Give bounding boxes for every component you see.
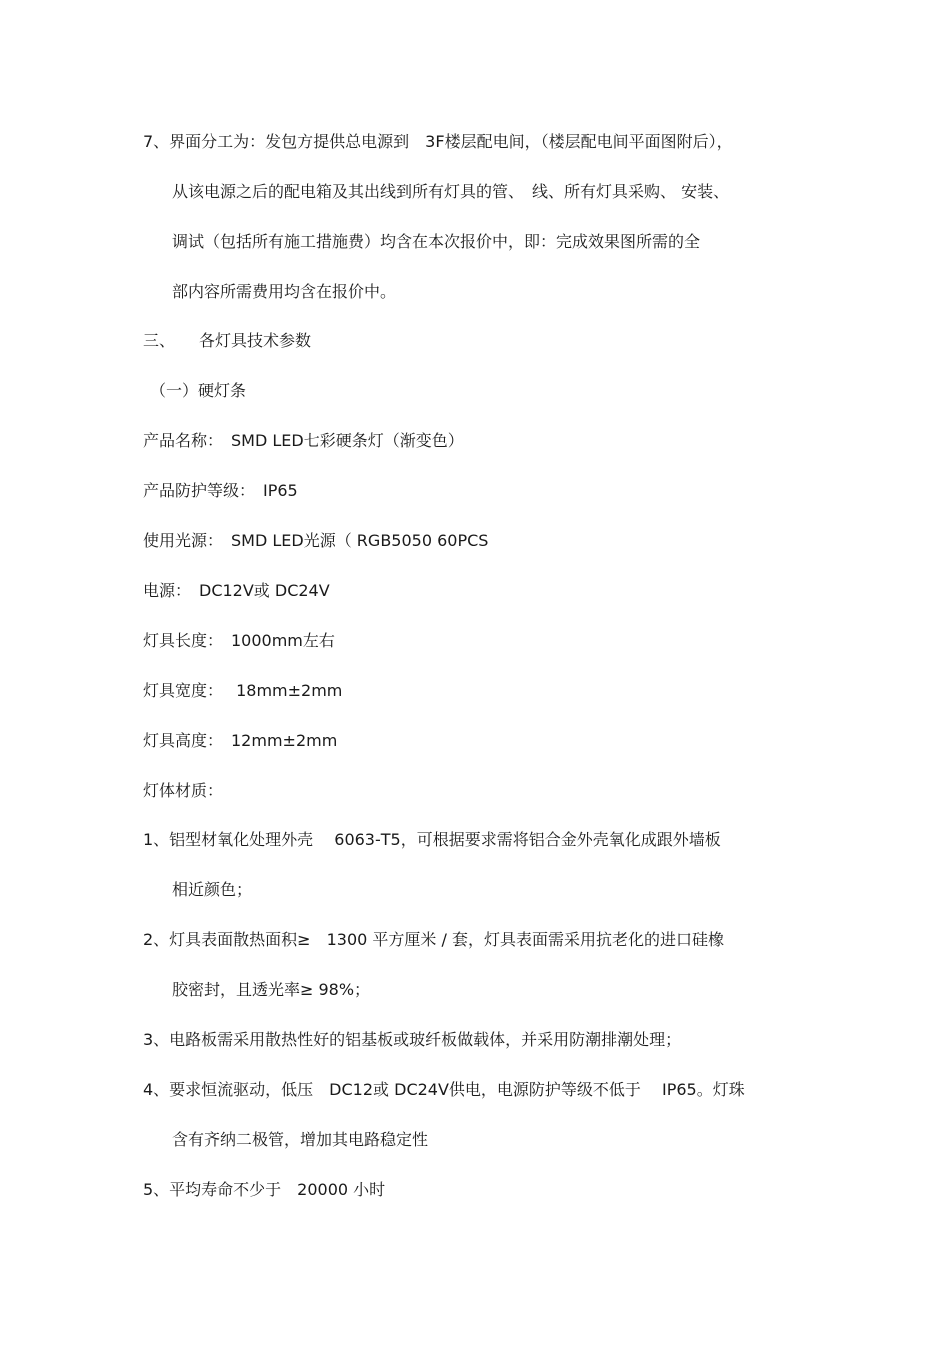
item-4-line-2: 含有齐纳二极管，增加其电路稳定性 <box>172 1130 429 1149</box>
spec-light-source: 使用光源： SMD LED光源（ RGB5050 60PCS <box>143 531 489 550</box>
section7-line-4: 部内容所需费用均含在报价中。 <box>172 282 397 301</box>
spec-power: 电源： DC12V或 DC24V <box>143 581 330 600</box>
item-5-line-1: 5、平均寿命不少于 20000 小时 <box>143 1180 386 1199</box>
section7-line-3: 调试（包括所有施工措施费）均含在本次报价中，即：完成效果图所需的全 <box>172 232 701 251</box>
item-2-line-2: 胶密封，且透光率≥ 98%； <box>172 980 371 999</box>
section7-line-2: 从该电源之后的配电箱及其出线到所有灯具的管、 线、所有灯具采购、 安装、 <box>172 182 730 201</box>
item-1-line-1: 1、铝型材氧化处理外壳 6063-T5，可根据要求需将铝合金外壳氧化成跟外墙板 <box>143 830 721 849</box>
subheading-hard-light-strip: （一）硬灯条 <box>150 381 247 400</box>
spec-height: 灯具高度： 12mm±2mm <box>143 731 338 750</box>
spec-product-name: 产品名称： SMD LED七彩硬条灯（渐变色） <box>143 431 464 450</box>
spec-protection-level: 产品防护等级： IP65 <box>143 481 298 500</box>
spec-length: 灯具长度： 1000mm左右 <box>143 631 335 650</box>
spec-material: 灯体材质： <box>143 781 224 800</box>
section7-line-1: 7、界面分工为：发包方提供总电源到 3F楼层配电间，（楼层配电间平面图附后）， <box>143 132 733 151</box>
heading-three: 三、 各灯具技术参数 <box>143 331 312 350</box>
spec-width: 灯具宽度： 18mm±2mm <box>143 681 343 700</box>
item-4-line-1: 4、要求恒流驱动，低压 DC12或 DC24V供电，电源防护等级不低于 IP65。灯珠 <box>143 1080 745 1099</box>
item-3-line-1: 3、电路板需采用散热性好的铝基板或玻纤板做载体，并采用防潮排潮处理； <box>143 1030 682 1049</box>
item-1-line-2: 相近颜色； <box>172 880 253 899</box>
item-2-line-1: 2、灯具表面散热面积≥ 1300 平方厘米 / 套，灯具表面需采用抗老化的进口硅橡 <box>143 930 724 949</box>
